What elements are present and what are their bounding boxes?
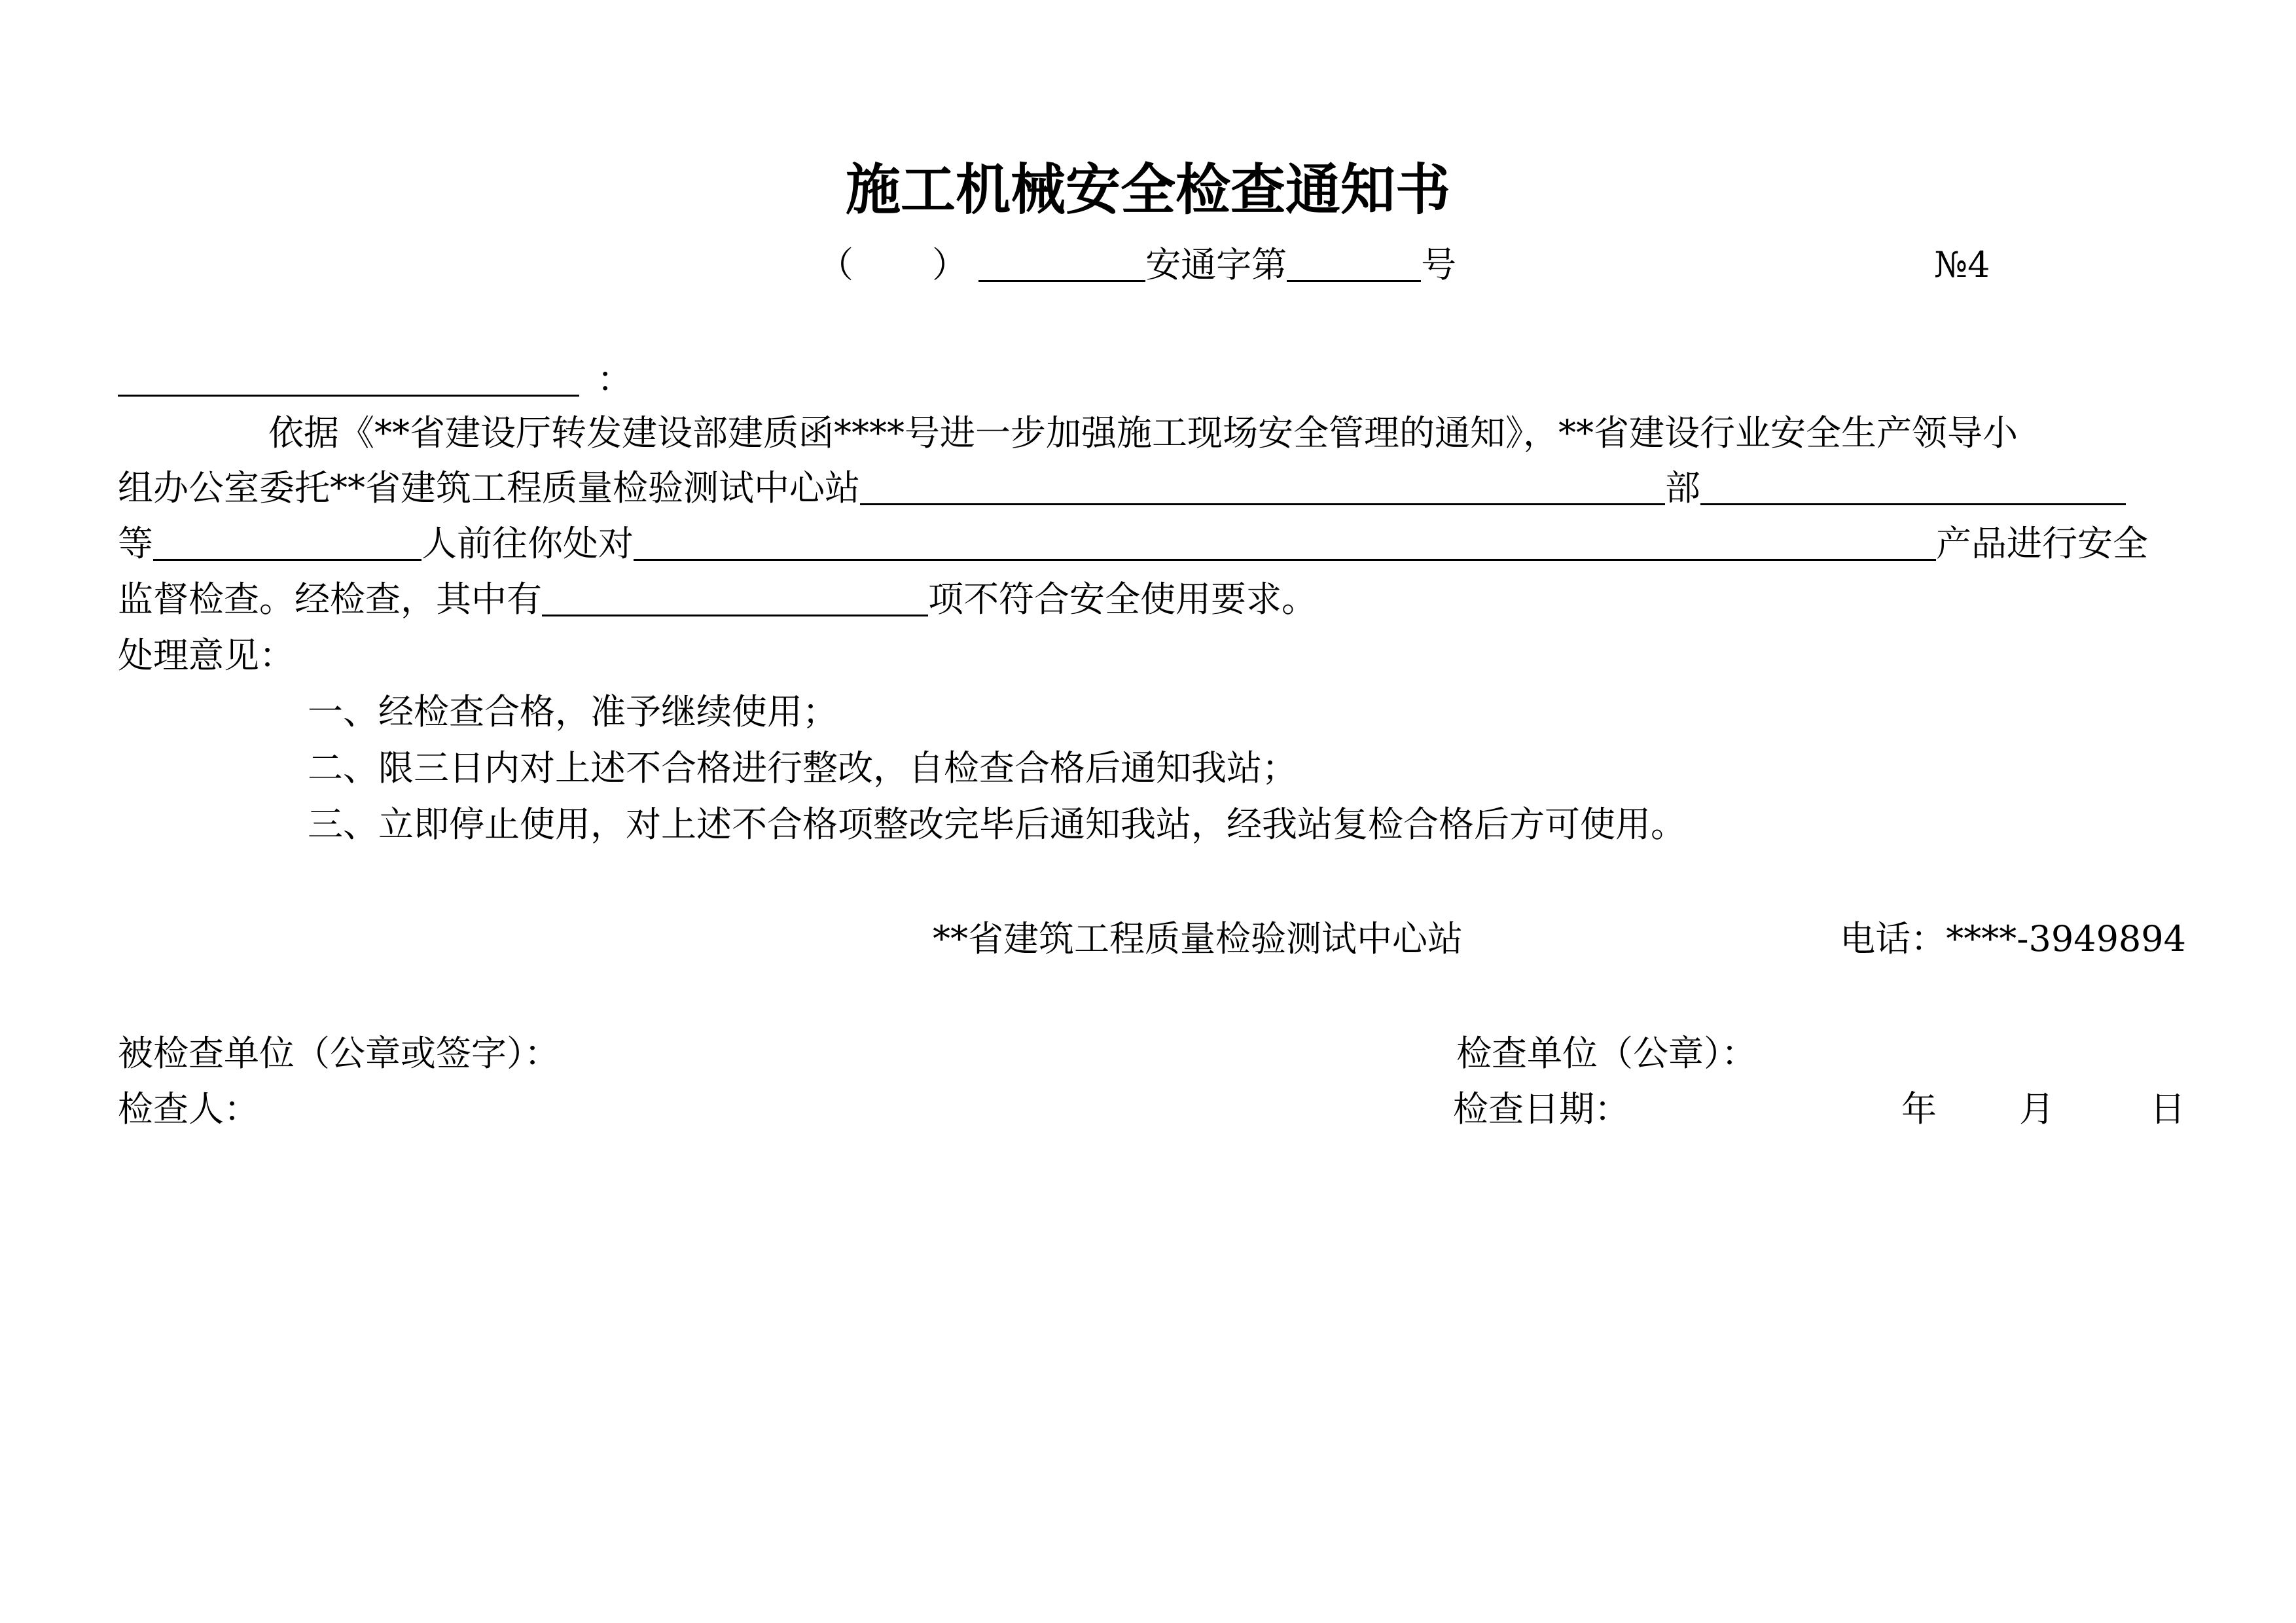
inspected-unit-label: 被检查单位（公章或签字）： [118, 1033, 560, 1074]
document-serial-number: №4 [1934, 244, 1990, 285]
issuer-phone: 电话：****-3949894 [1840, 918, 2186, 959]
date-month-label: 月 [2019, 1088, 2054, 1130]
date-year-label: 年 [1901, 1088, 1937, 1130]
inspection-date-label: 检查日期： [1453, 1088, 1630, 1130]
body-line-4-suffix: 项不符合安全使用要求。 [928, 579, 1317, 620]
body-line-3 [118, 518, 2186, 570]
addressee-blank[interactable] [118, 357, 579, 397]
body-line-4 [118, 573, 2186, 626]
addressee-row [118, 353, 2186, 406]
body-line-2 [118, 462, 2186, 514]
date-day-label: 日 [2150, 1088, 2185, 1130]
inspector-names-blank[interactable] [1700, 465, 2126, 505]
inspector-count-blank[interactable] [153, 521, 422, 561]
document-reference-row [818, 239, 1456, 291]
opinion-item-3: 三、立即停止使用，对上述不合格项整改完毕后通知我站，经我站复检合格后方可使用。 [308, 804, 1686, 845]
reference-suffix-text: 号 [1421, 244, 1457, 285]
body-line-3-mid: 人前往你处对 [422, 523, 634, 564]
inspector-unit-label: 检查单位（公章）： [1456, 1033, 1757, 1074]
opinion-label: 处理意见： [118, 635, 295, 676]
body-line-4-prefix: 监督检查。经检查，其中有 [118, 579, 542, 620]
body-line-2-prefix: 组办公室委托**省建筑工程质量检验测试中心站 [118, 467, 860, 508]
inspector-person-label: 检查人： [118, 1088, 259, 1130]
reference-paren-open: （ [818, 244, 853, 285]
issuer-name: **省建筑工程质量检验测试中心站 [933, 918, 1463, 959]
body-line-2-mid: 部 [1665, 467, 1700, 508]
inspector-department-blank[interactable] [860, 465, 1665, 505]
addressee-colon: ： [597, 359, 633, 400]
reference-paren-close: ） [932, 244, 967, 285]
reference-org-blank[interactable] [978, 242, 1145, 282]
reference-number-blank[interactable] [1287, 242, 1421, 282]
reference-middle-text: 安通字第 [1145, 244, 1287, 285]
body-line-1: 依据《**省建设厅转发建设部建质函****号进一步加强施工现场安全管理的通知》，**省建设行业安全生产领导小 [268, 412, 2018, 454]
product-name-blank[interactable] [634, 521, 1936, 561]
opinion-item-2: 二、限三日内对上述不合格进行整改，自检查合格后通知我站； [308, 747, 1297, 789]
body-line-3-prefix: 等 [118, 523, 153, 564]
nonconforming-count-blank[interactable] [542, 577, 928, 616]
body-line-3-suffix: 产品进行安全 [1936, 523, 2148, 564]
document-title: 施工机械安全检查通知书 [845, 157, 1450, 222]
opinion-item-1: 一、经检查合格，准予继续使用； [308, 691, 838, 732]
